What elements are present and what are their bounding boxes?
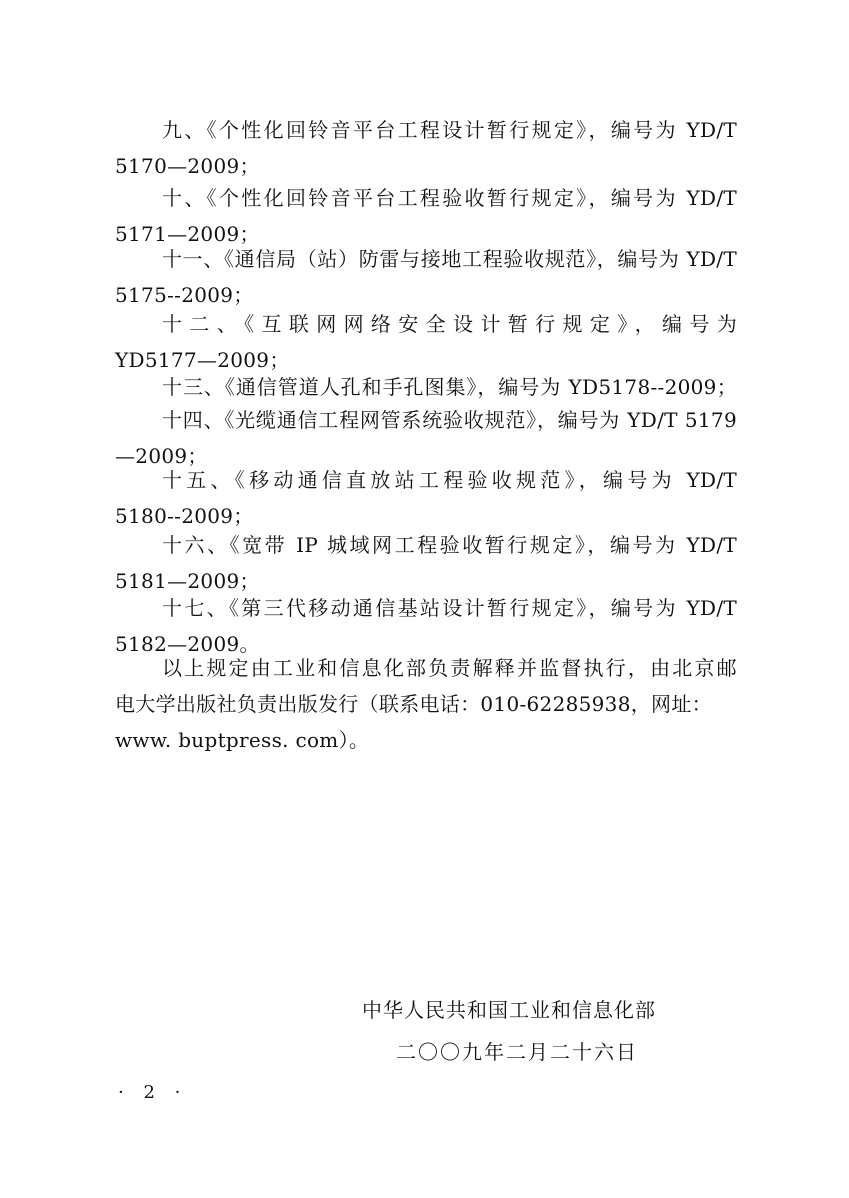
closing-paragraph [115, 650, 737, 758]
list-item-text: 十一、《通信局（站）防雷与接地工程验收规范》，编号为 YD/T [162, 247, 737, 271]
list-item-text: 九、《个性化回铃音平台工程设计暂行规定》，编号为 YD/T [162, 118, 737, 142]
closing-line-1: 以上规定由工业和信息化部负责解释并监督执行，由北京邮 [162, 656, 737, 680]
list-item-continuation: —2009； [115, 444, 208, 468]
list-item-13 [115, 369, 737, 405]
list-item-continuation: YD5177—2009； [115, 348, 290, 372]
list-item-11 [115, 241, 737, 313]
list-item-text: 十六、《宽带 IP 城域网工程验收暂行规定》，编号为 YD/T [162, 533, 737, 557]
list-item-continuation: 5171—2009； [115, 222, 260, 246]
closing-line-3: www. buptpress. com）。 [115, 728, 370, 752]
list-item-15 [115, 462, 737, 534]
list-item-text: 十、《个性化回铃音平台工程验收暂行规定》，编号为 YD/T [162, 186, 737, 210]
list-item-text: 十二、《互联网网络安全设计暂行规定》，编号为 [162, 312, 737, 336]
closing-line-2: 电大学出版社负责出版发行（联系电话：010-62285938，网址： [115, 692, 712, 716]
signature-organization: 中华人民共和国工业和信息化部 [362, 998, 656, 1022]
list-item-text: 十五、《移动通信直放站工程验收规范》，编号为 YD/T [162, 468, 737, 492]
list-item-continuation: 5170—2009； [115, 154, 260, 178]
list-item-12 [115, 306, 737, 378]
page-number: · 2 · [118, 1082, 188, 1103]
list-item-16 [115, 527, 737, 599]
list-item-continuation: 5180--2009； [115, 504, 254, 528]
list-item-text: 十四、《光缆通信工程网管系统验收规范》，编号为 YD/T 5179 [162, 408, 737, 432]
list-item-continuation: 5175--2009； [115, 283, 254, 307]
list-item-continuation: 5182—2009。 [115, 632, 260, 656]
list-item-text: 十三、《通信管道人孔和手孔图集》，编号为 YD5178--2009； [162, 375, 737, 399]
list-item-text: 十七、《第三代移动通信基站设计暂行规定》，编号为 YD/T [162, 596, 737, 620]
signature-date: 二〇〇九年二月二十六日 [396, 1040, 638, 1064]
list-item-9 [115, 112, 737, 184]
list-item-continuation: 5181—2009； [115, 569, 260, 593]
